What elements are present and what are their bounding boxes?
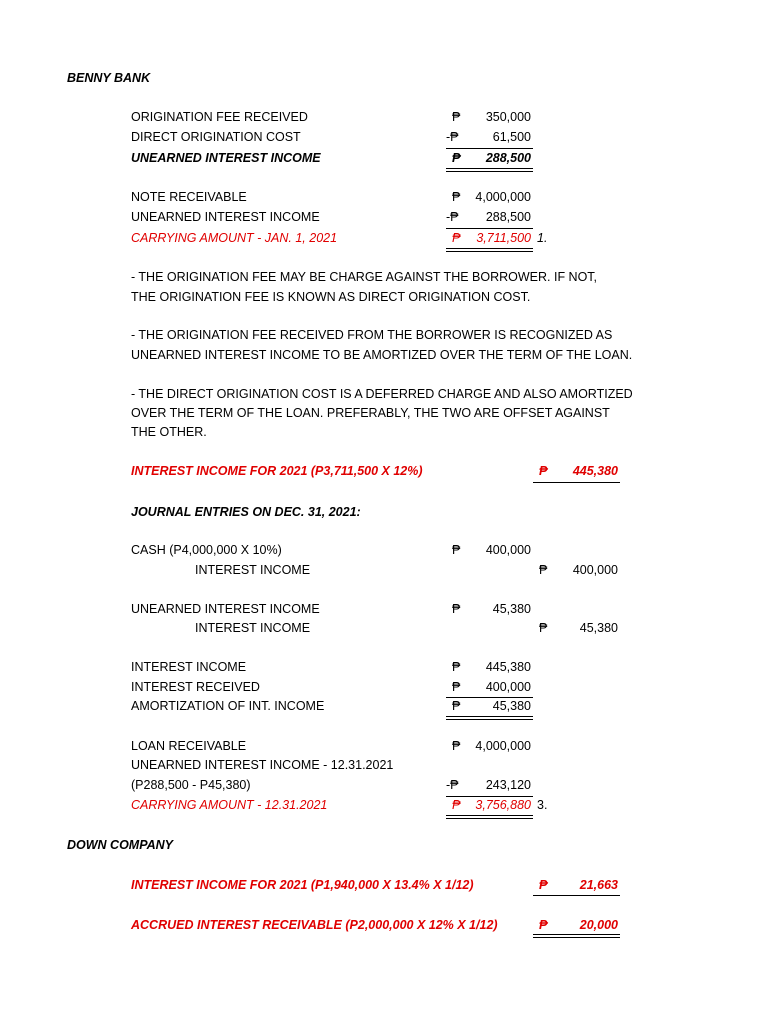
note-1-line-1: - THE ORIGINATION FEE MAY BE CHARGE AGAINST THE BORROWER. IF NOT, (131, 270, 598, 284)
interest-income-label: INTEREST INCOME (131, 660, 247, 674)
je2-debit-label: UNEARNED INTEREST INCOME (131, 602, 320, 616)
subtotal-rule (446, 148, 533, 149)
peso-sign: ₱ (452, 699, 461, 713)
je1-debit-label: CASH (P4,000,000 X 10%) (131, 543, 282, 557)
peso-sign: ₱ (452, 602, 461, 616)
peso-sign: ₱ (452, 231, 461, 245)
peso-sign: ₱ (452, 190, 461, 204)
answer-number-1: 1. (537, 231, 548, 245)
subtotal-rule (446, 796, 533, 797)
peso-sign: ₱ (452, 798, 461, 812)
neg-peso-sign: -₱ (446, 210, 459, 224)
loan-receivable-value: 4,000,000 (475, 739, 531, 753)
note-1-line-2: THE ORIGINATION FEE IS KNOWN AS DIRECT ORIGINATION COST. (131, 290, 531, 304)
total-double-rule (446, 168, 533, 172)
journal-entries-title: JOURNAL ENTRIES ON DEC. 31, 2021: (131, 505, 361, 519)
interest-income-2021-label: INTEREST INCOME FOR 2021 (P3,711,500 X 12%) (131, 464, 423, 478)
down-interest-income-label: INTEREST INCOME FOR 2021 (P1,940,000 X 13.4% X 1/12) (131, 878, 474, 892)
carrying-amount-jan-label: CARRYING AMOUNT - JAN. 1, 2021 (131, 231, 338, 245)
peso-sign: ₱ (539, 563, 548, 577)
carrying-amount-jan-value: 3,711,500 (476, 231, 531, 245)
interest-received-label: INTEREST RECEIVED (131, 680, 260, 694)
peso-sign: ₱ (539, 621, 548, 635)
subtotal-rule (446, 228, 533, 229)
accrued-interest-value: 20,000 (579, 918, 618, 932)
amortization-value: 45,380 (492, 699, 531, 713)
peso-sign: ₱ (452, 543, 461, 557)
section-title-down-company: DOWN COMPANY (67, 838, 174, 852)
unearned-interest-value-3: 243,120 (485, 778, 531, 792)
note-receivable-label: NOTE RECEIVABLE (131, 190, 247, 204)
peso-sign: ₱ (452, 151, 461, 165)
peso-sign: ₱ (452, 680, 461, 694)
unearned-interest-value-2: 288,500 (485, 210, 531, 224)
note-3-line-3: THE OTHER. (131, 425, 207, 439)
direct-cost-value: 61,500 (492, 130, 531, 144)
interest-received-value: 400,000 (485, 680, 531, 694)
note-3-line-1: - THE DIRECT ORIGINATION COST IS A DEFERRED CHARGE AND ALSO AMORTIZED (131, 387, 633, 401)
loan-receivable-label: LOAN RECEIVABLE (131, 739, 247, 753)
peso-sign: ₱ (452, 739, 461, 753)
unearned-interest-value: 288,500 (485, 151, 531, 165)
note-3-line-2: OVER THE TERM OF THE LOAN. PREFERABLY, THE TWO ARE OFFSET AGAINST (131, 406, 610, 420)
je1-debit-value: 400,000 (485, 543, 531, 557)
origination-fee-value: 350,000 (485, 110, 531, 124)
section-title-benny-bank: BENNY BANK (67, 71, 151, 85)
je2-credit-value: 45,380 (579, 621, 618, 635)
peso-sign: ₱ (452, 110, 461, 124)
unearned-interest-label-2: UNEARNED INTEREST INCOME (131, 210, 320, 224)
je2-credit-label: INTEREST INCOME (195, 621, 311, 635)
je2-debit-value: 45,380 (492, 602, 531, 616)
neg-peso-sign: -₱ (446, 130, 459, 144)
carrying-amount-dec-label: CARRYING AMOUNT - 12.31.2021 (131, 798, 328, 812)
je1-credit-value: 400,000 (572, 563, 618, 577)
total-double-rule (446, 815, 533, 819)
answer-number-3: 3. (537, 798, 548, 812)
unearned-interest-label: UNEARNED INTEREST INCOME (131, 151, 321, 165)
note-receivable-value: 4,000,000 (475, 190, 531, 204)
note-2-line-2: UNEARNED INTEREST INCOME TO BE AMORTIZED OVER THE TERM OF THE LOAN. (131, 348, 633, 362)
peso-sign: ₱ (539, 464, 548, 478)
origination-fee-label: ORIGINATION FEE RECEIVED (131, 110, 308, 124)
interest-income-value: 445,380 (485, 660, 531, 674)
subtotal-rule (446, 697, 533, 698)
accrued-interest-label: ACCRUED INTEREST RECEIVABLE (P2,000,000 X 12% X 1/12) (131, 918, 498, 932)
peso-sign: ₱ (539, 918, 548, 932)
je1-credit-label: INTEREST INCOME (195, 563, 311, 577)
down-interest-income-value: 21,663 (579, 878, 618, 892)
total-rule (533, 895, 620, 896)
unearned-interest-sub-label: (P288,500 - P45,380) (131, 778, 251, 792)
amortization-label: AMORTIZATION OF INT. INCOME (131, 699, 325, 713)
unearned-interest-label-3: UNEARNED INTEREST INCOME - 12.31.2021 (131, 758, 394, 772)
direct-cost-label: DIRECT ORIGINATION COST (131, 130, 301, 144)
interest-income-2021-value: 445,380 (572, 464, 618, 478)
note-2-line-1: - THE ORIGINATION FEE RECEIVED FROM THE BORROWER IS RECOGNIZED AS (131, 328, 613, 342)
total-rule (533, 482, 620, 483)
total-double-rule (446, 716, 533, 720)
total-double-rule (446, 248, 533, 252)
total-double-rule (533, 934, 620, 938)
peso-sign: ₱ (539, 878, 548, 892)
peso-sign: ₱ (452, 660, 461, 674)
carrying-amount-dec-value: 3,756,880 (475, 798, 531, 812)
neg-peso-sign: -₱ (446, 778, 459, 792)
